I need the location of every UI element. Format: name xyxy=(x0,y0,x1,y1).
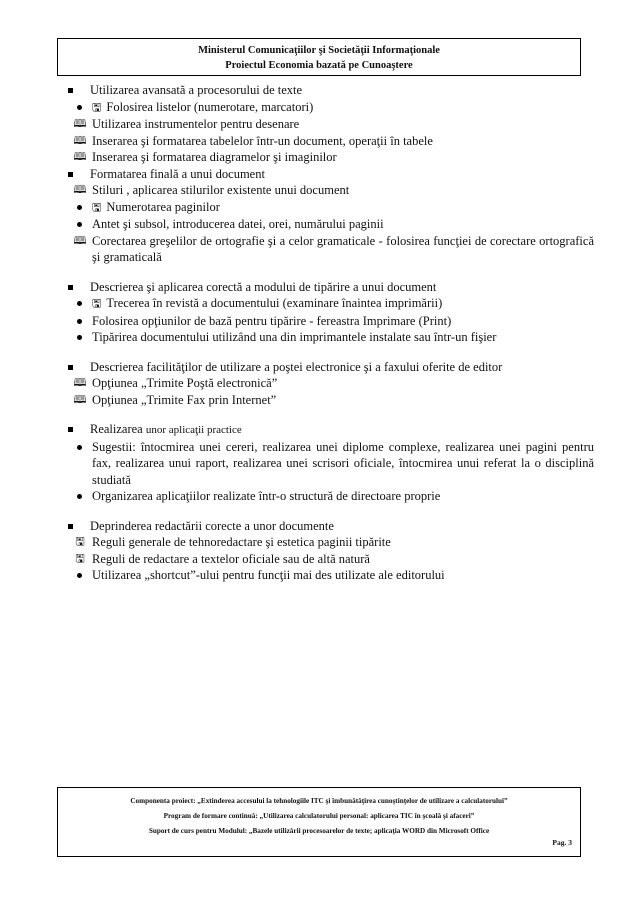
item-text: Opţiunea „Trimite Fax prin Internet” xyxy=(92,392,277,407)
round-bullet-icon xyxy=(77,319,82,324)
list-item xyxy=(64,182,594,199)
section-title: Deprinderea redactării corecte a unor documente xyxy=(90,518,334,533)
list-item xyxy=(64,439,594,489)
book-icon: 🕮 xyxy=(73,393,87,406)
page-footer xyxy=(57,787,581,857)
footer-program: Program de formare continuă: „Utilizarea calculatorului personal: aplicarea TIC în şcoală şi afaceri” xyxy=(163,812,475,820)
square-bullet-icon xyxy=(68,365,73,370)
item-text: Reguli generale de tehnoredactare şi estetica paginii tipărite xyxy=(92,535,391,549)
section-4 xyxy=(64,359,594,376)
section-1 xyxy=(64,82,594,99)
computer-icon: 🖫 xyxy=(75,536,85,548)
computer-icon: 🖫 xyxy=(92,201,102,214)
list-item xyxy=(64,133,594,150)
item-text: Inserarea şi formatarea tabelelor într-un document, operaţii în tabele xyxy=(92,133,433,148)
document-body xyxy=(64,82,594,584)
footer-module: Suport de curs pentru Modulul: „Bazele utilizării procesoarelor de texte; aplicaţia WORD din Microsoft Office xyxy=(148,827,490,835)
book-icon: 🕮 xyxy=(73,184,87,196)
round-bullet-icon xyxy=(77,573,82,578)
round-bullet-icon xyxy=(77,445,82,450)
item-text: Utilizarea instrumentelor pentru desenare xyxy=(92,117,300,131)
item-text: Opţiunea „Trimite Poştă electronică” xyxy=(92,376,278,390)
computer-icon: 🖫 xyxy=(92,101,102,114)
square-bullet-icon xyxy=(68,427,73,432)
page-header xyxy=(57,38,581,76)
round-bullet-icon xyxy=(77,335,82,340)
section-3 xyxy=(64,279,594,296)
book-icon: 🕮 xyxy=(73,118,87,130)
section-title: Formatarea finală a unui document xyxy=(90,166,265,181)
section-title-small: unor aplicaţii practice xyxy=(145,424,242,436)
footer-component: Componenta proiect: „Extinderea accesului la tehnologiile ITC şi îmbunătăţirea cunoştinţelor de utilizare a calculatorului” xyxy=(130,797,508,805)
list-item xyxy=(64,295,594,313)
item-text: Trecerea în revistă a documentului (examinare înaintea imprimării) xyxy=(106,296,443,310)
round-bullet-icon xyxy=(77,301,82,306)
square-bullet-icon xyxy=(68,172,73,177)
list-item xyxy=(64,216,594,233)
square-bullet-icon xyxy=(68,88,73,93)
computer-icon: 🖫 xyxy=(75,552,85,565)
book-icon: 🕮 xyxy=(73,134,87,147)
section-title: Descrierea facilităţilor de utilizare a poştei electronice şi a faxului oferite de editor xyxy=(90,359,503,374)
list-item xyxy=(64,392,594,409)
section-2 xyxy=(64,166,594,183)
list-item xyxy=(64,329,594,346)
item-text: Stiluri , aplicarea stilurilor existente unui document xyxy=(92,183,350,197)
list-item xyxy=(64,199,594,217)
list-item xyxy=(64,534,594,551)
round-bullet-icon xyxy=(77,222,82,227)
round-bullet-icon xyxy=(77,205,82,210)
item-text: Inserarea şi formatarea diagramelor şi imaginilor xyxy=(92,150,337,164)
item-text: Sugestii: întocmirea unei cereri, realizarea unei diplome complexe, realizarea unei pagini pentru fax, realizarea unui raport, realizarea unei scrisori oficiale, întocmirea unui referat la o disciplină studiată xyxy=(92,439,594,487)
list-item xyxy=(64,149,594,166)
item-text: Organizarea aplicaţiilor realizate într-o structură de directoare proprie xyxy=(92,489,441,503)
section-title: Utilizarea avansată a procesorului de texte xyxy=(90,83,303,97)
list-item xyxy=(64,99,594,117)
list-item xyxy=(64,313,594,330)
computer-icon: 🖫 xyxy=(92,298,102,310)
item-text: Folosirea listelor (numerotare, marcatori) xyxy=(106,99,314,114)
square-bullet-icon xyxy=(68,285,73,290)
item-text: Tipărirea documentului utilizând una din imprimantele instalate sau într-un fişier xyxy=(92,330,497,344)
section-title: Descrierea şi aplicarea corectă a modului de tipărire a unui document xyxy=(90,279,437,294)
list-item xyxy=(64,551,594,568)
book-icon: 🕮 xyxy=(73,151,87,163)
item-text: Numerotarea paginilor xyxy=(106,199,220,214)
section-title: Realizarea xyxy=(90,422,146,436)
item-text: Antet şi subsol, introducerea datei, orei, numărului paginii xyxy=(92,217,384,231)
round-bullet-icon xyxy=(77,494,82,499)
book-icon: 🕮 xyxy=(73,234,87,247)
item-text: Utilizarea „shortcut”-ului pentru funcţii mai des utilizate ale editorului xyxy=(92,568,445,582)
list-item xyxy=(64,488,594,505)
list-item xyxy=(64,567,594,584)
round-bullet-icon xyxy=(77,105,82,110)
item-text: Folosirea opţiunilor de bază pentru tipărire - fereastra Imprimare (Print) xyxy=(92,313,452,328)
item-text: Reguli de redactare a textelor oficiale sau de altă natură xyxy=(92,551,370,566)
list-item xyxy=(64,375,594,392)
item-text: Corectarea greşelilor de ortografie şi a celor gramaticale - folosirea funcţiei de corectare ortografică şi gramaticală xyxy=(92,233,594,264)
section-6 xyxy=(64,518,594,535)
header-project: Proiectul Economia bazată pe Cunoaştere xyxy=(225,60,413,71)
section-5 xyxy=(64,421,594,439)
square-bullet-icon xyxy=(68,524,73,529)
list-item xyxy=(64,233,594,266)
page-number: Pag. 3 xyxy=(552,838,572,847)
header-ministry: Ministerul Comunicaţiilor şi Societăţii Informaţionale xyxy=(198,45,440,56)
list-item xyxy=(64,116,594,133)
book-icon: 🕮 xyxy=(73,377,87,389)
